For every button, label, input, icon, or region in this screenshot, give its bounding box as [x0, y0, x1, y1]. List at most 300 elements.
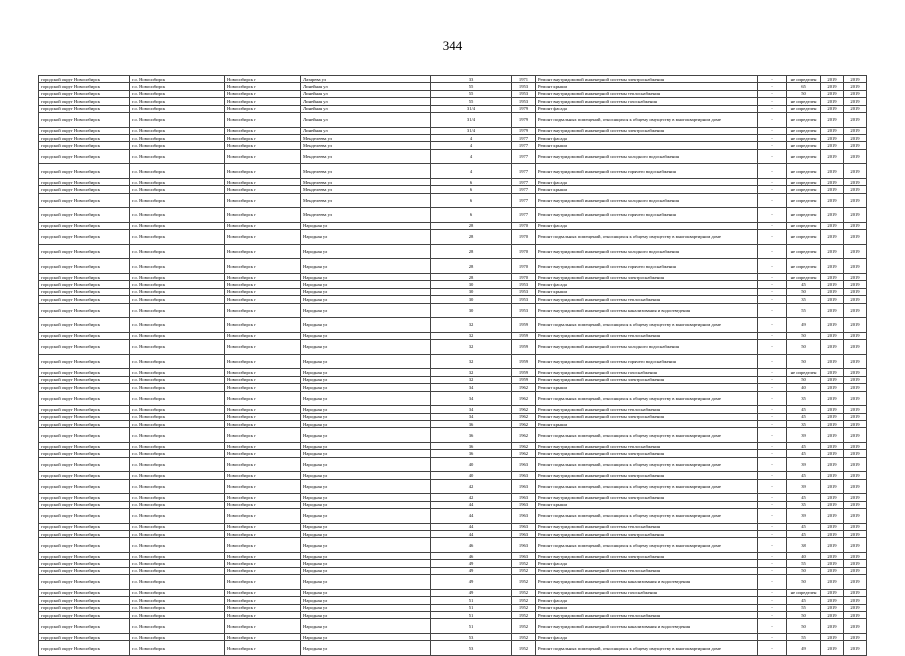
table-row — [39, 384, 867, 391]
settlement-cell: г.о. Новосибирск — [130, 391, 225, 406]
year-built-cell: 1959 — [512, 332, 536, 339]
plan-year-from-cell: 2019 — [821, 296, 844, 303]
settlement-cell: г.о. Новосибирск — [130, 134, 225, 141]
street-cell: Линейная ул — [301, 105, 431, 112]
city-cell: Новосибирск г — [225, 354, 301, 369]
municipality-cell: городской округ Новосибирск — [39, 98, 130, 105]
work-type-cell: Ремонт внутридомовой инженерной системы электроснабжения — [536, 494, 758, 501]
settlement-cell: г.о. Новосибирск — [130, 244, 225, 259]
dash-cell: - — [758, 178, 787, 185]
street-cell: Менделеева ул — [301, 142, 431, 149]
city-cell: Новосибирск г — [225, 83, 301, 90]
plan-year-to-cell: 2019 — [844, 567, 867, 574]
city-cell: Новосибирск г — [225, 186, 301, 193]
plan-year-to-cell: 2019 — [844, 575, 867, 590]
dash-cell: - — [758, 604, 787, 611]
municipality-cell: городской округ Новосибирск — [39, 384, 130, 391]
wear-percent-cell: не определен — [787, 274, 821, 281]
dash-cell: - — [758, 259, 787, 274]
house-number-cell: 46 — [431, 538, 512, 553]
wear-percent-cell: 39 — [787, 428, 821, 443]
city-cell: Новосибирск г — [225, 208, 301, 223]
wear-percent-cell: 45 — [787, 413, 821, 420]
city-cell: Новосибирск г — [225, 619, 301, 634]
plan-year-to-cell: 2019 — [844, 178, 867, 185]
dash-cell: - — [758, 391, 787, 406]
city-cell: Новосибирск г — [225, 611, 301, 618]
settlement-cell: г.о. Новосибирск — [130, 90, 225, 97]
plan-year-to-cell: 2019 — [844, 112, 867, 127]
year-built-cell: 1953 — [512, 90, 536, 97]
plan-year-from-cell: 2019 — [821, 90, 844, 97]
settlement-cell: г.о. Новосибирск — [130, 442, 225, 449]
wear-percent-cell: 35 — [787, 391, 821, 406]
municipality-cell: городской округ Новосибирск — [39, 406, 130, 413]
street-cell: Народная ул — [301, 406, 431, 413]
year-built-cell: 1952 — [512, 641, 536, 656]
municipality-cell: городской округ Новосибирск — [39, 105, 130, 112]
city-cell: Новосибирск г — [225, 391, 301, 406]
wear-percent-cell: 50 — [787, 90, 821, 97]
settlement-cell: г.о. Новосибирск — [130, 457, 225, 472]
municipality-cell: городской округ Новосибирск — [39, 332, 130, 339]
work-type-cell: Ремонт подвальных помещений, относящихся к общему имуществу в многоквартирном доме — [536, 112, 758, 127]
table-row — [39, 575, 867, 590]
plan-year-to-cell: 2019 — [844, 274, 867, 281]
city-cell: Новосибирск г — [225, 641, 301, 656]
work-type-cell: Ремонт фасада — [536, 105, 758, 112]
house-number-cell: 32 — [431, 318, 512, 333]
dash-cell: - — [758, 553, 787, 560]
municipality-cell: городской округ Новосибирск — [39, 457, 130, 472]
plan-year-to-cell: 2019 — [844, 142, 867, 149]
municipality-cell: городской округ Новосибирск — [39, 303, 130, 318]
dash-cell: - — [758, 98, 787, 105]
settlement-cell: г.о. Новосибирск — [130, 406, 225, 413]
plan-year-from-cell: 2019 — [821, 186, 844, 193]
street-cell: Народная ул — [301, 633, 431, 640]
house-number-cell: 55 — [431, 83, 512, 90]
plan-year-to-cell: 2019 — [844, 259, 867, 274]
dash-cell: - — [758, 472, 787, 479]
street-cell: Народная ул — [301, 288, 431, 295]
dash-cell: - — [758, 567, 787, 574]
table-body — [39, 76, 867, 656]
plan-year-from-cell: 2019 — [821, 303, 844, 318]
year-built-cell: 1963 — [512, 494, 536, 501]
wear-percent-cell: 65 — [787, 83, 821, 90]
work-type-cell: Ремонт внутридомовой инженерной системы канализования и водоотведения — [536, 575, 758, 590]
year-built-cell: 1977 — [512, 208, 536, 223]
plan-year-to-cell: 2019 — [844, 149, 867, 164]
year-built-cell: 1963 — [512, 479, 536, 494]
settlement-cell: г.о. Новосибирск — [130, 501, 225, 508]
street-cell: Менделеева ул — [301, 164, 431, 179]
settlement-cell: г.о. Новосибирск — [130, 186, 225, 193]
settlement-cell: г.о. Новосибирск — [130, 479, 225, 494]
settlement-cell: г.о. Новосибирск — [130, 604, 225, 611]
wear-percent-cell: не определен — [787, 222, 821, 229]
dash-cell: - — [758, 442, 787, 449]
table-row — [39, 127, 867, 134]
city-cell: Новосибирск г — [225, 193, 301, 208]
year-built-cell: 1970 — [512, 274, 536, 281]
plan-year-from-cell: 2019 — [821, 442, 844, 449]
city-cell: Новосибирск г — [225, 222, 301, 229]
house-number-cell: 40 — [431, 457, 512, 472]
house-number-cell: 33 — [431, 76, 512, 83]
table-row — [39, 186, 867, 193]
street-cell: Народная ул — [301, 259, 431, 274]
house-number-cell: 51 — [431, 619, 512, 634]
plan-year-from-cell: 2019 — [821, 391, 844, 406]
street-cell: Народная ул — [301, 479, 431, 494]
street-cell: Народная ул — [301, 303, 431, 318]
municipality-cell: городской округ Новосибирск — [39, 134, 130, 141]
street-cell: Народная ул — [301, 450, 431, 457]
plan-year-to-cell: 2019 — [844, 391, 867, 406]
house-number-cell: 49 — [431, 589, 512, 596]
municipality-cell: городской округ Новосибирск — [39, 531, 130, 538]
plan-year-to-cell: 2019 — [844, 244, 867, 259]
street-cell: Линейная ул — [301, 83, 431, 90]
plan-year-to-cell: 2019 — [844, 611, 867, 618]
house-number-cell: 6 — [431, 193, 512, 208]
plan-year-from-cell: 2019 — [821, 134, 844, 141]
table-row — [39, 332, 867, 339]
settlement-cell: г.о. Новосибирск — [130, 597, 225, 604]
settlement-cell: г.о. Новосибирск — [130, 149, 225, 164]
table-row — [39, 178, 867, 185]
street-cell: Народная ул — [301, 523, 431, 530]
plan-year-from-cell: 2019 — [821, 281, 844, 288]
house-number-cell: 31/4 — [431, 105, 512, 112]
city-cell: Новосибирск г — [225, 589, 301, 596]
work-type-cell: Ремонт подвальных помещений, относящихся к общему имуществу в многоквартирном доме — [536, 318, 758, 333]
wear-percent-cell: 38 — [787, 538, 821, 553]
city-cell: Новосибирск г — [225, 501, 301, 508]
house-number-cell: 28 — [431, 274, 512, 281]
plan-year-from-cell: 2019 — [821, 340, 844, 355]
municipality-cell: городской округ Новосибирск — [39, 149, 130, 164]
street-cell: Менделеева ул — [301, 149, 431, 164]
house-number-cell: 44 — [431, 531, 512, 538]
plan-year-to-cell: 2019 — [844, 509, 867, 524]
table-row — [39, 531, 867, 538]
wear-percent-cell: 50 — [787, 619, 821, 634]
year-built-cell: 1959 — [512, 340, 536, 355]
municipality-cell: городской округ Новосибирск — [39, 274, 130, 281]
repair-schedule-table — [38, 75, 867, 656]
street-cell: Народная ул — [301, 318, 431, 333]
municipality-cell: городской округ Новосибирск — [39, 222, 130, 229]
municipality-cell: городской округ Новосибирск — [39, 589, 130, 596]
settlement-cell: г.о. Новосибирск — [130, 384, 225, 391]
house-number-cell: 30 — [431, 288, 512, 295]
street-cell: Народная ул — [301, 222, 431, 229]
settlement-cell: г.о. Новосибирск — [130, 509, 225, 524]
table-row — [39, 523, 867, 530]
plan-year-from-cell: 2019 — [821, 332, 844, 339]
year-built-cell: 1959 — [512, 318, 536, 333]
work-type-cell: Ремонт внутридомовой инженерной системы канализования и водоотведения — [536, 303, 758, 318]
year-built-cell: 1970 — [512, 244, 536, 259]
city-cell: Новосибирск г — [225, 406, 301, 413]
wear-percent-cell: 50 — [787, 376, 821, 383]
city-cell: Новосибирск г — [225, 274, 301, 281]
plan-year-from-cell: 2019 — [821, 567, 844, 574]
dash-cell: - — [758, 274, 787, 281]
city-cell: Новосибирск г — [225, 413, 301, 420]
municipality-cell: городской округ Новосибирск — [39, 76, 130, 83]
table-row — [39, 604, 867, 611]
house-number-cell: 36 — [431, 442, 512, 449]
house-number-cell: 34 — [431, 406, 512, 413]
plan-year-from-cell: 2019 — [821, 413, 844, 420]
plan-year-to-cell: 2019 — [844, 76, 867, 83]
house-number-cell: 6 — [431, 178, 512, 185]
dash-cell: - — [758, 340, 787, 355]
city-cell: Новосибирск г — [225, 472, 301, 479]
year-built-cell: 1962 — [512, 406, 536, 413]
wear-percent-cell: не определен — [787, 105, 821, 112]
plan-year-from-cell: 2019 — [821, 633, 844, 640]
municipality-cell: городской округ Новосибирск — [39, 479, 130, 494]
city-cell: Новосибирск г — [225, 384, 301, 391]
house-number-cell: 28 — [431, 244, 512, 259]
municipality-cell: городской округ Новосибирск — [39, 428, 130, 443]
city-cell: Новосибирск г — [225, 149, 301, 164]
settlement-cell: г.о. Новосибирск — [130, 193, 225, 208]
plan-year-from-cell: 2019 — [821, 222, 844, 229]
plan-year-from-cell: 2019 — [821, 479, 844, 494]
table-row — [39, 274, 867, 281]
dash-cell: - — [758, 420, 787, 427]
municipality-cell: городской округ Новосибирск — [39, 90, 130, 97]
table-row — [39, 560, 867, 567]
settlement-cell: г.о. Новосибирск — [130, 230, 225, 245]
street-cell: Народная ул — [301, 509, 431, 524]
street-cell: Народная ул — [301, 296, 431, 303]
work-type-cell: Ремонт крыши — [536, 501, 758, 508]
settlement-cell: г.о. Новосибирск — [130, 560, 225, 567]
table-row — [39, 479, 867, 494]
city-cell: Новосибирск г — [225, 567, 301, 574]
plan-year-to-cell: 2019 — [844, 230, 867, 245]
plan-year-from-cell: 2019 — [821, 597, 844, 604]
plan-year-to-cell: 2019 — [844, 98, 867, 105]
plan-year-to-cell: 2019 — [844, 384, 867, 391]
house-number-cell: 32 — [431, 332, 512, 339]
house-number-cell: 32 — [431, 354, 512, 369]
street-cell: Народная ул — [301, 428, 431, 443]
dash-cell: - — [758, 575, 787, 590]
city-cell: Новосибирск г — [225, 332, 301, 339]
table-row — [39, 340, 867, 355]
table-row — [39, 428, 867, 443]
dash-cell: - — [758, 369, 787, 376]
dash-cell: - — [758, 303, 787, 318]
table-row — [39, 259, 867, 274]
settlement-cell: г.о. Новосибирск — [130, 281, 225, 288]
municipality-cell: городской округ Новосибирск — [39, 567, 130, 574]
work-type-cell: Ремонт внутридомовой инженерной системы электроснабжения — [536, 76, 758, 83]
wear-percent-cell: 39 — [787, 457, 821, 472]
year-built-cell: 1963 — [512, 509, 536, 524]
work-type-cell: Ремонт внутридомовой инженерной системы электроснабжения — [536, 127, 758, 134]
street-cell: Народная ул — [301, 413, 431, 420]
plan-year-to-cell: 2019 — [844, 134, 867, 141]
work-type-cell: Ремонт внутридомовой инженерной системы теплоснабжения — [536, 523, 758, 530]
city-cell: Новосибирск г — [225, 428, 301, 443]
work-type-cell: Ремонт подвальных помещений, относящихся к общему имуществу в многоквартирном доме — [536, 428, 758, 443]
city-cell: Новосибирск г — [225, 450, 301, 457]
municipality-cell: городской округ Новосибирск — [39, 494, 130, 501]
plan-year-from-cell: 2019 — [821, 575, 844, 590]
dash-cell: - — [758, 134, 787, 141]
year-built-cell: 1952 — [512, 560, 536, 567]
dash-cell: - — [758, 589, 787, 596]
wear-percent-cell: не определен — [787, 178, 821, 185]
plan-year-to-cell: 2019 — [844, 406, 867, 413]
settlement-cell: г.о. Новосибирск — [130, 413, 225, 420]
table-row — [39, 457, 867, 472]
house-number-cell: 42 — [431, 479, 512, 494]
street-cell: Менделеева ул — [301, 193, 431, 208]
settlement-cell: г.о. Новосибирск — [130, 164, 225, 179]
table-row — [39, 208, 867, 223]
city-cell: Новосибирск г — [225, 244, 301, 259]
year-built-cell: 1977 — [512, 193, 536, 208]
plan-year-to-cell: 2019 — [844, 296, 867, 303]
wear-percent-cell: не определен — [787, 112, 821, 127]
plan-year-from-cell: 2019 — [821, 457, 844, 472]
plan-year-to-cell: 2019 — [844, 479, 867, 494]
house-number-cell: 42 — [431, 494, 512, 501]
table-row — [39, 619, 867, 634]
plan-year-to-cell: 2019 — [844, 303, 867, 318]
street-cell: Народная ул — [301, 332, 431, 339]
municipality-cell: городской округ Новосибирск — [39, 413, 130, 420]
wear-percent-cell: не определен — [787, 76, 821, 83]
work-type-cell: Ремонт внутридомовой инженерной системы электроснабжения — [536, 450, 758, 457]
wear-percent-cell: не определен — [787, 589, 821, 596]
street-cell: Народная ул — [301, 501, 431, 508]
plan-year-from-cell: 2019 — [821, 274, 844, 281]
settlement-cell: г.о. Новосибирск — [130, 127, 225, 134]
wear-percent-cell: не определен — [787, 259, 821, 274]
work-type-cell: Ремонт внутридомовой инженерной системы теплоснабжения — [536, 332, 758, 339]
work-type-cell: Ремонт внутридомовой инженерной системы теплоснабжения — [536, 442, 758, 449]
plan-year-from-cell: 2019 — [821, 259, 844, 274]
table-row — [39, 281, 867, 288]
house-number-cell: 51 — [431, 604, 512, 611]
house-number-cell: 28 — [431, 259, 512, 274]
municipality-cell: городской округ Новосибирск — [39, 244, 130, 259]
settlement-cell: г.о. Новосибирск — [130, 376, 225, 383]
municipality-cell: городской округ Новосибирск — [39, 538, 130, 553]
plan-year-from-cell: 2019 — [821, 523, 844, 530]
settlement-cell: г.о. Новосибирск — [130, 208, 225, 223]
work-type-cell: Ремонт крыши — [536, 420, 758, 427]
year-built-cell: 1963 — [512, 501, 536, 508]
plan-year-from-cell: 2019 — [821, 420, 844, 427]
settlement-cell: г.о. Новосибирск — [130, 76, 225, 83]
city-cell: Новосибирск г — [225, 494, 301, 501]
municipality-cell: городской округ Новосибирск — [39, 281, 130, 288]
settlement-cell: г.о. Новосибирск — [130, 450, 225, 457]
plan-year-to-cell: 2019 — [844, 208, 867, 223]
settlement-cell: г.о. Новосибирск — [130, 354, 225, 369]
table-row — [39, 391, 867, 406]
table-row — [39, 288, 867, 295]
dash-cell: - — [758, 222, 787, 229]
municipality-cell: городской округ Новосибирск — [39, 619, 130, 634]
street-cell: Народная ул — [301, 494, 431, 501]
city-cell: Новосибирск г — [225, 142, 301, 149]
dash-cell: - — [758, 318, 787, 333]
dash-cell: - — [758, 332, 787, 339]
year-built-cell: 1977 — [512, 164, 536, 179]
municipality-cell: городской округ Новосибирск — [39, 369, 130, 376]
wear-percent-cell: 45 — [787, 281, 821, 288]
dash-cell: - — [758, 376, 787, 383]
plan-year-to-cell: 2019 — [844, 332, 867, 339]
wear-percent-cell: 39 — [787, 479, 821, 494]
settlement-cell: г.о. Новосибирск — [130, 178, 225, 185]
plan-year-from-cell: 2019 — [821, 604, 844, 611]
settlement-cell: г.о. Новосибирск — [130, 259, 225, 274]
plan-year-to-cell: 2019 — [844, 413, 867, 420]
street-cell: Линейная ул — [301, 127, 431, 134]
house-number-cell: 44 — [431, 509, 512, 524]
dash-cell: - — [758, 90, 787, 97]
dash-cell: - — [758, 83, 787, 90]
plan-year-to-cell: 2019 — [844, 428, 867, 443]
work-type-cell: Ремонт подвальных помещений, относящихся к общему имуществу в многоквартирном доме — [536, 230, 758, 245]
city-cell: Новосибирск г — [225, 340, 301, 355]
plan-year-to-cell: 2019 — [844, 193, 867, 208]
city-cell: Новосибирск г — [225, 178, 301, 185]
settlement-cell: г.о. Новосибирск — [130, 523, 225, 530]
house-number-cell: 32 — [431, 369, 512, 376]
wear-percent-cell: 45 — [787, 597, 821, 604]
plan-year-from-cell: 2019 — [821, 112, 844, 127]
house-number-cell: 4 — [431, 164, 512, 179]
year-built-cell: 1952 — [512, 619, 536, 634]
house-number-cell: 30 — [431, 281, 512, 288]
city-cell: Новосибирск г — [225, 538, 301, 553]
plan-year-from-cell: 2019 — [821, 376, 844, 383]
city-cell: Новосибирск г — [225, 479, 301, 494]
work-type-cell: Ремонт крыши — [536, 83, 758, 90]
plan-year-from-cell: 2019 — [821, 354, 844, 369]
wear-percent-cell: 50 — [787, 354, 821, 369]
plan-year-to-cell: 2019 — [844, 560, 867, 567]
wear-percent-cell: не определен — [787, 230, 821, 245]
settlement-cell: г.о. Новосибирск — [130, 142, 225, 149]
house-number-cell: 28 — [431, 222, 512, 229]
plan-year-from-cell: 2019 — [821, 164, 844, 179]
wear-percent-cell: 39 — [787, 509, 821, 524]
street-cell: Народная ул — [301, 567, 431, 574]
year-built-cell: 1962 — [512, 420, 536, 427]
house-number-cell: 30 — [431, 303, 512, 318]
plan-year-from-cell: 2019 — [821, 531, 844, 538]
house-number-cell: 46 — [431, 553, 512, 560]
year-built-cell: 1979 — [512, 112, 536, 127]
house-number-cell: 34 — [431, 391, 512, 406]
